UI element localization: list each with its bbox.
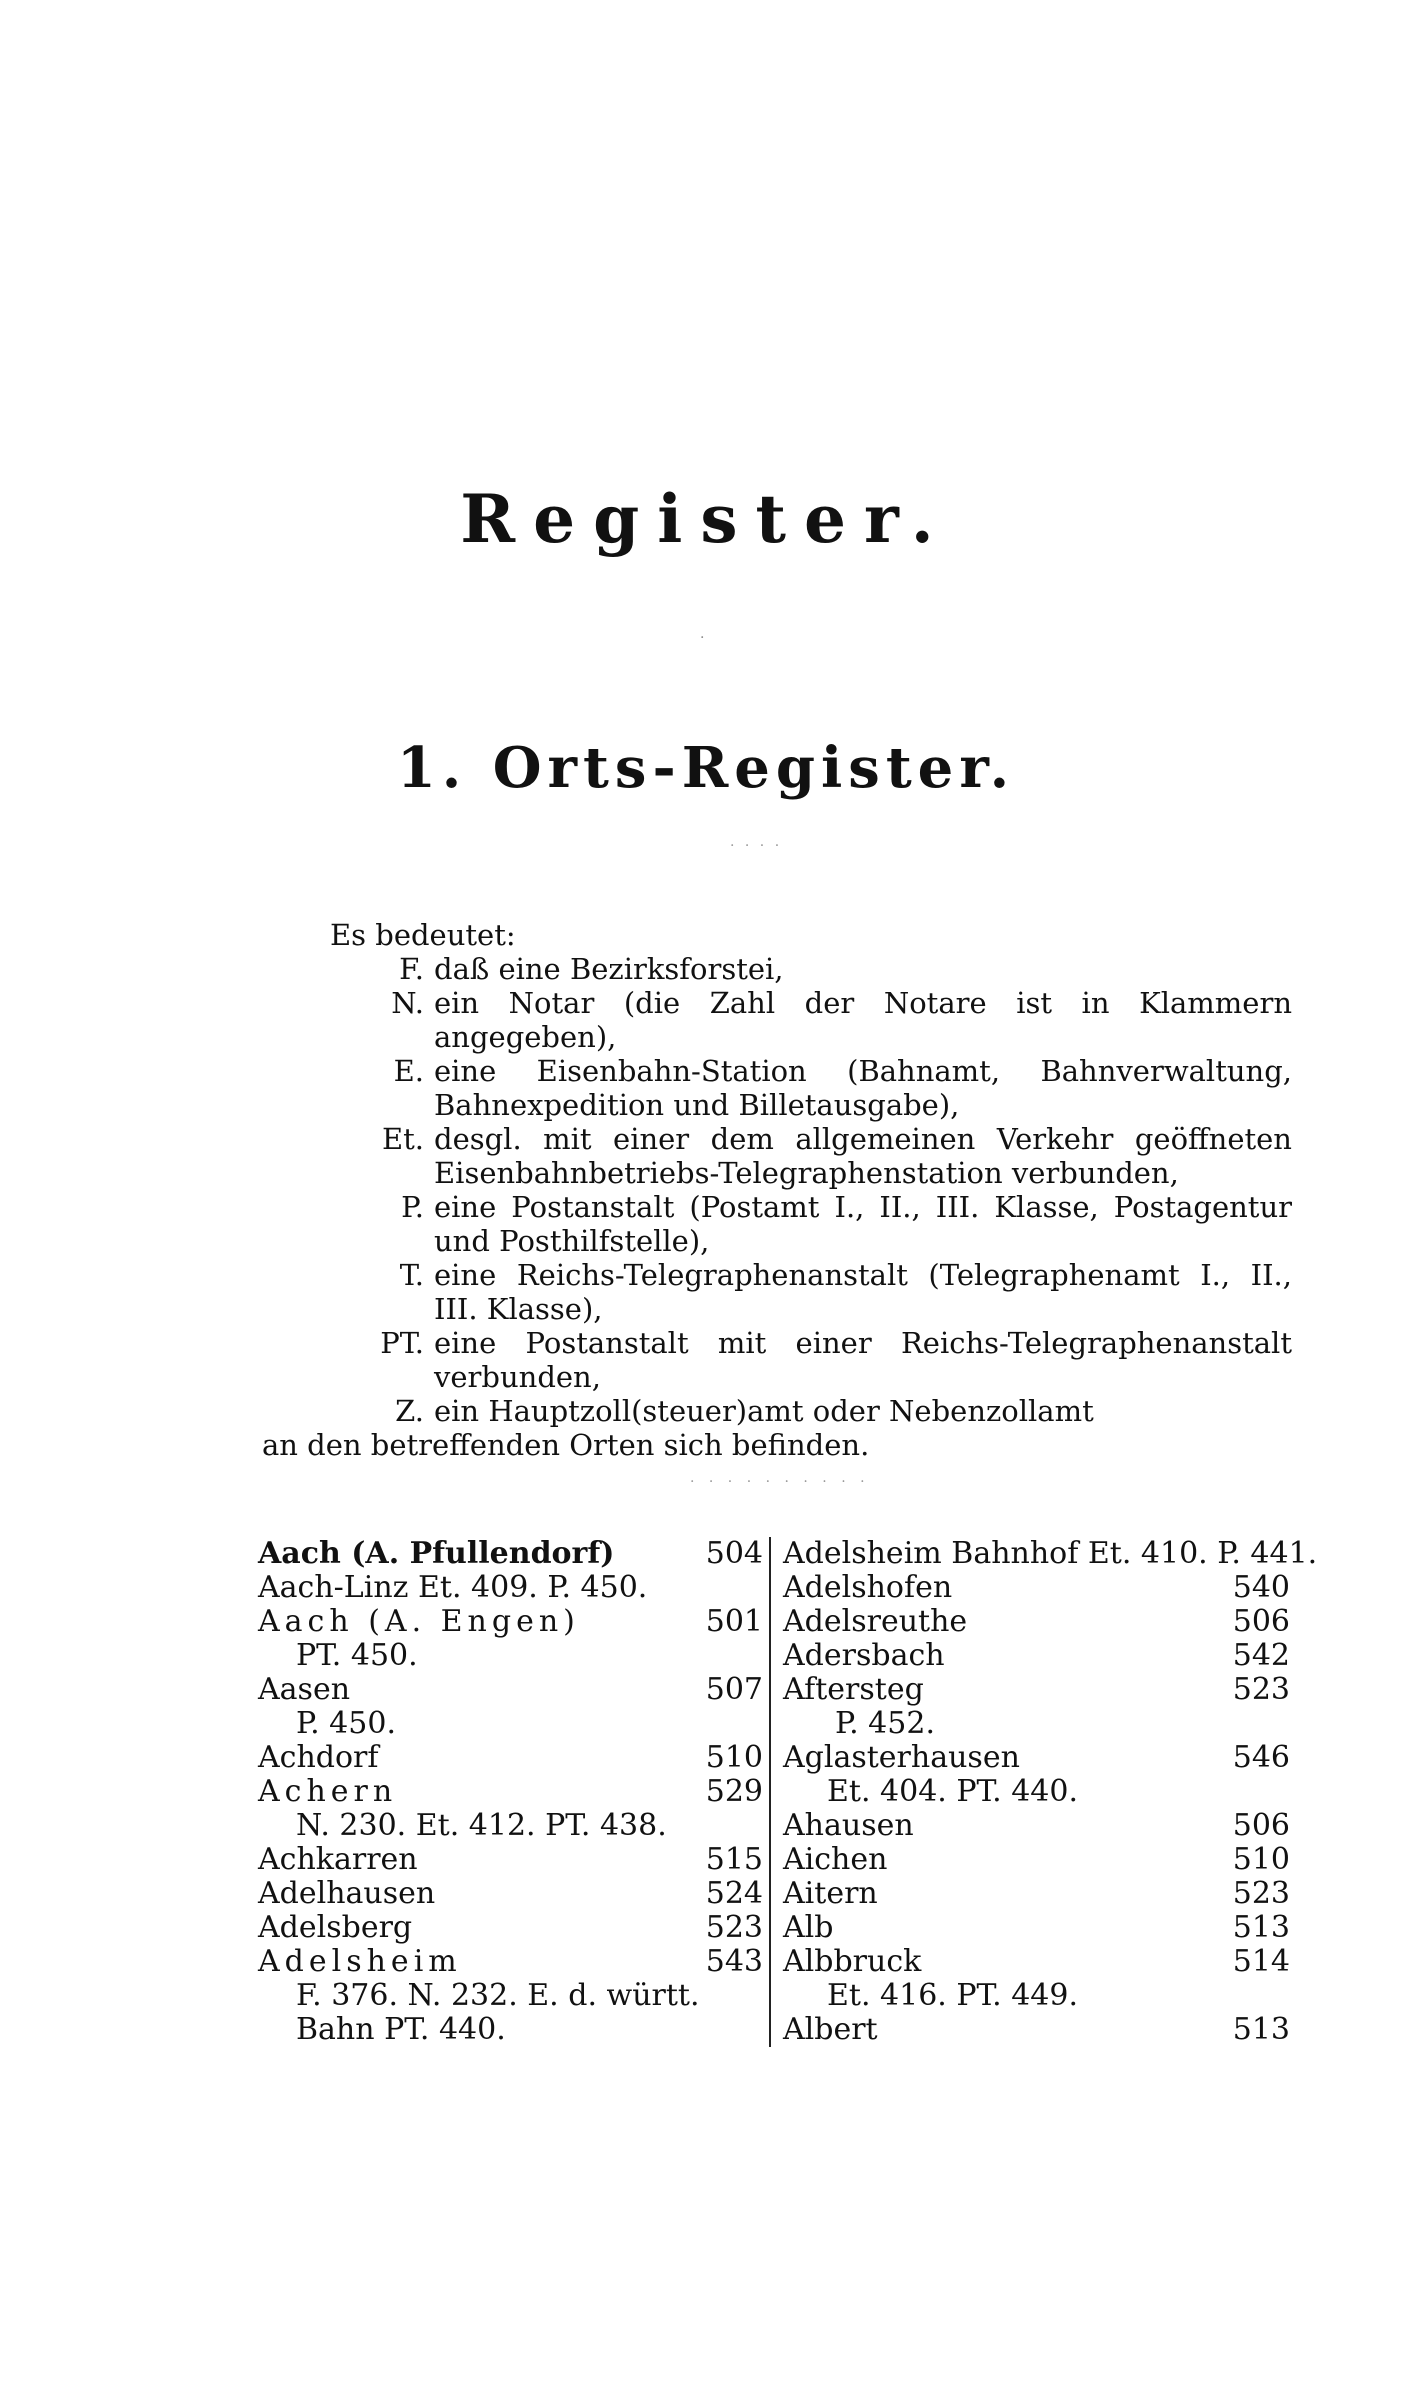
- legend-row: [262, 1326, 1292, 1394]
- index-entry: [783, 1639, 1290, 1673]
- legend-abbr: T.: [399, 1258, 424, 1292]
- entry-detail: Et. 416. PT. 449.: [827, 1978, 1079, 2013]
- index-entry: [783, 1809, 1290, 1843]
- entry-page: 504: [705, 1536, 763, 1571]
- index-entry: [783, 1843, 1290, 1877]
- entry-detail: F. 376. N. 232. E. d. württ.: [296, 1978, 700, 2013]
- index-entry: [783, 1536, 1318, 1571]
- entry-name: Achdorf: [258, 1740, 379, 1775]
- entry-page: 507: [705, 1672, 763, 1707]
- legend-row: [262, 1122, 1292, 1190]
- separator-dots: · · · ·: [730, 838, 783, 854]
- legend-text: eine Reichs-Telegraphenanstalt (Telegraphenamt I., II., III. Klasse),: [434, 1258, 1292, 1326]
- entry-page: 524: [705, 1876, 763, 1911]
- index-entry: [258, 1945, 763, 2047]
- section-title: 1. Orts-Register.: [396, 735, 1016, 801]
- legend-abbr: P.: [401, 1190, 424, 1224]
- legend-row: [262, 1190, 1292, 1258]
- legend-text: ein Hauptzoll(steuer)amt oder Nebenzollamt: [434, 1394, 1094, 1428]
- legend-abbr: E.: [393, 1054, 424, 1088]
- entry-page: 513: [1232, 1910, 1290, 1945]
- index-entry: [258, 1571, 763, 1605]
- entry-name: Aasen: [258, 1672, 351, 1707]
- entry-page: 506: [1232, 1604, 1290, 1639]
- entry-page: 543: [705, 1944, 763, 1979]
- entry-name: Adelhausen: [258, 1876, 436, 1911]
- entry-name: Albbruck: [783, 1944, 922, 1979]
- place-index: [258, 1536, 1318, 2047]
- entry-detail: N. 230. Et. 412. PT. 438.: [296, 1808, 667, 1843]
- entry-detail: P. 450.: [296, 1706, 396, 1741]
- index-entry: [258, 1741, 763, 1775]
- entry-page: 510: [705, 1740, 763, 1775]
- entry-name: Aftersteg: [783, 1672, 924, 1707]
- legend-text: eine Eisenbahn-Station (Bahnamt, Bahnverwaltung, Bahnexpedition und Billetausgabe),: [434, 1054, 1292, 1122]
- entry-page: 529: [705, 1774, 763, 1809]
- entry-name: Aitern: [783, 1876, 878, 1911]
- entry-page: 523: [705, 1910, 763, 1945]
- index-column-right: [771, 1536, 1318, 2047]
- index-entry: [783, 1571, 1290, 1605]
- index-entry: [258, 1605, 763, 1673]
- legend-row: [262, 1054, 1292, 1122]
- legend-abbr: N.: [391, 986, 424, 1020]
- entry-name: Aach (A. Pfullendorf): [258, 1536, 615, 1571]
- entry-page: 542: [1232, 1638, 1290, 1673]
- index-entry: [783, 1673, 1290, 1741]
- legend-text: eine Postanstalt mit einer Reichs-Telegraphenanstalt verbunden,: [434, 1326, 1292, 1394]
- entry-name: Adersbach: [783, 1638, 945, 1673]
- entry-page: 506: [1232, 1808, 1290, 1843]
- entry-page: 501: [705, 1604, 763, 1639]
- entry-page: 546: [1232, 1740, 1290, 1775]
- index-entry: [783, 1911, 1290, 1945]
- entry-page: 513: [1232, 2012, 1290, 2047]
- legend-intro: Es bedeutet:: [330, 918, 516, 952]
- legend-abbr: Et.: [381, 1122, 424, 1156]
- entry-name: Adelsheim: [258, 1944, 462, 1979]
- legend-abbr: PT.: [380, 1326, 424, 1360]
- legend-outro: an den betreffenden Orten sich befinden.: [262, 1428, 870, 1462]
- index-entry: [783, 1945, 1290, 2013]
- index-entry: [258, 1843, 763, 1877]
- entry-name: Ahausen: [783, 1808, 914, 1843]
- index-entry: [783, 1605, 1290, 1639]
- legend-abbr: F.: [399, 952, 424, 986]
- entry-name: Albert: [783, 2012, 878, 2047]
- index-column-left: [258, 1537, 771, 2047]
- index-entry: [258, 1877, 763, 1911]
- entry-page: 514: [1232, 1944, 1290, 1979]
- index-entry: [258, 1673, 763, 1741]
- legend-row: [262, 1394, 1292, 1428]
- index-entry: [783, 2013, 1290, 2047]
- entry-page: 523: [1232, 1876, 1290, 1911]
- entry-name: Aglasterhausen: [783, 1740, 1020, 1775]
- entry-name: Achkarren: [258, 1842, 418, 1877]
- entry-detail: PT. 450.: [296, 1638, 418, 1673]
- entry-name: Alb: [783, 1910, 834, 1945]
- entry-name: Achern: [258, 1774, 398, 1809]
- entry-name: Adelsheim Bahnhof Et. 410. P. 441.: [783, 1536, 1318, 1571]
- page-title: Register.: [460, 480, 952, 558]
- small-mark: ·: [700, 630, 705, 646]
- separator-dots: · · · · · · · · · ·: [690, 1474, 870, 1490]
- entry-detail: Bahn PT. 440.: [296, 2012, 506, 2047]
- entry-page: 515: [705, 1842, 763, 1877]
- index-entry: [258, 1775, 763, 1843]
- entry-name: Aach-Linz Et. 409. P. 450.: [258, 1570, 648, 1605]
- entry-name: Adelsberg: [258, 1910, 413, 1945]
- legend-text: ein Notar (die Zahl der Notare ist in Klammern angegeben),: [434, 986, 1292, 1054]
- legend-row: [262, 1258, 1292, 1326]
- legend-text: desgl. mit einer dem allgemeinen Verkehr geöffneten Eisenbahnbetriebs-Telegraphenstation verbunden,: [434, 1122, 1292, 1190]
- legend-row: [262, 986, 1292, 1054]
- legend-text: eine Postanstalt (Postamt I., II., III. Klasse, Postagentur und Posthilfstelle),: [434, 1190, 1292, 1258]
- entry-page: 523: [1232, 1672, 1290, 1707]
- index-entry: [258, 1537, 763, 1571]
- legend-row: [262, 952, 1292, 986]
- index-entry: [783, 1877, 1290, 1911]
- entry-name: Aach (A. Engen): [258, 1604, 580, 1639]
- index-entry: [783, 1741, 1290, 1809]
- legend: [262, 918, 1292, 1462]
- entry-page: 540: [1232, 1570, 1290, 1605]
- entry-detail: Et. 404. PT. 440.: [827, 1774, 1079, 1809]
- entry-name: Aichen: [783, 1842, 888, 1877]
- entry-name: Adelshofen: [783, 1570, 953, 1605]
- entry-page: 510: [1232, 1842, 1290, 1877]
- entry-detail: P. 452.: [835, 1706, 935, 1741]
- entry-name: Adelsreuthe: [783, 1604, 968, 1639]
- legend-abbr: Z.: [395, 1394, 424, 1428]
- legend-text: daß eine Bezirksforstei,: [434, 952, 784, 986]
- index-entry: [258, 1911, 763, 1945]
